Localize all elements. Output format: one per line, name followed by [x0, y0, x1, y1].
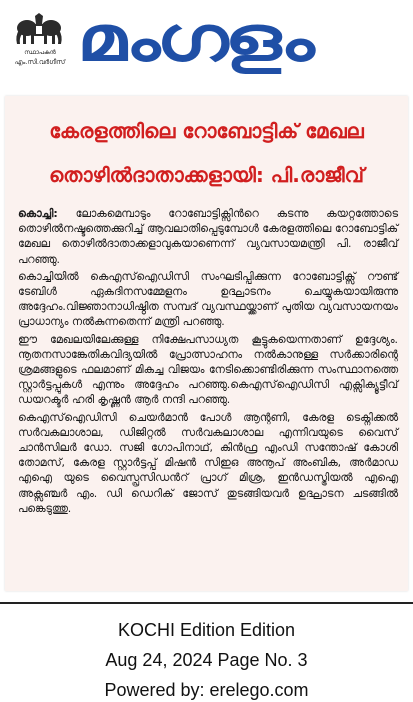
founder-label: സ്ഥാപകൻ — [24, 49, 56, 56]
paragraph-1-text: ലോകമെമ്പാടും റോബോട്ടിക്സിൻറെ കടന്നു കയറ്റത്തോടെ തൊഴിൽനഷ്ടത്തെക്കുറിച്ച് ആവലാതിപ്പെടുമ്പോൾ കേരളത്തിലെ റോബോട്ടിക് മേഖല തൊഴിൽദാതാക്കളാവുകയാണെന്ന് വ്യവസായമന്ത്രി പി. രാജീവ് പറഞ്ഞു. — [18, 207, 398, 266]
article-body — [18, 206, 398, 518]
footer-divider — [0, 602, 413, 604]
date-page-label: Aug 24, 2024 Page No. 3 — [105, 650, 308, 670]
founder-name: എം.സി.വർഗീസ് — [14, 58, 66, 66]
dateline: കൊച്ചി: — [18, 207, 58, 220]
article-clipping — [5, 96, 408, 591]
paragraph-3: ഈ മേഖലയിലേക്കുള്ള നിക്ഷേപസാധ്യത കൂട്ടുകയെന്നതാണ് ഉദ്ദേശ്യം. നൂതനസാങ്കേതികവിദ്യയിൽ പ്രോത്സാഹനം നൽകാനുള്ള സർക്കാരിന്റെ ശ്രമങ്ങളുടെ ഫലമാണ് മികച്ച വിജയം നേടിക്കൊണ്ടിരിക്കുന്ന സംസ്ഥാനത്തെ സ്റ്റാർട്ടപ്പുകൾ എന്നും അദ്ദേഹം പറഞ്ഞു.കെഎസ്ഐഡിസി എക്സിക്യൂട്ടീവ് ഡയറക്ടർ ഹരി കൃഷ്ണൻ ആർ നന്ദി പറഞ്ഞു. — [18, 332, 398, 407]
newspaper-brand: മംഗളം — [77, 2, 311, 75]
elephant-emblem-icon — [11, 12, 67, 48]
headline-line-1: കേരളത്തിലെ റോബോട്ടിക് മേഖല — [49, 119, 364, 143]
paragraph-2: കൊച്ചിയിൽ കെഎസ്ഐഡിസി സംഘടിപ്പിക്കുന്ന റോബോട്ടിക്സ് റൗണ്ട് ടേബിൾ ഏകദിനസമ്മേളനം ഉദ്ഘാടനം ചെയ്യുകയായിരുന്നു അദ്ദേഹം.വിജ്ഞാനാധിഷ്ഠിത സമ്പദ് വ്യവസ്ഥയ്ക്കാണ് പുതിയ വ്യവസായനയം പ്രാധാന്യം നൽകുന്നതെന്ന് മന്ത്രി പറഞ്ഞു. — [18, 269, 398, 329]
masthead — [0, 0, 413, 86]
edition-label: KOCHI Edition Edition — [117, 620, 296, 640]
paragraph-1 — [18, 206, 398, 267]
paragraph-4: കെഎസ്ഐഡിസി ചെയർമാൻ പോൾ ആന്റണി, കേരള ടെക്നിക്കൽ സർവകലാശാല, ഡിജിറ്റൽ സർവകലാശാല എന്നിവയുടെ വൈസ് ചാൻസിലർ ഡോ. സജി ഗോപിനാഥ്, കിൻഫ്ര എംഡി സന്തോഷ് കോശി തോമസ്, കേരള സ്റ്റാർട്ടപ്പ് മിഷൻ സിഇഒ അനൂപ് അംബിക, അർമാഡ എഐ യുടെ വൈസ്പ്രസിഡൻറ് പ്രാഗ് മിശ്ര, ഇൻഡസ്ട്രിയൽ എഐ അക്സഞ്ചർ എം. ഡി ഡെറിക് ജോസ് തുടങ്ങിയവർ ഉദ്ഘാടന ചടങ്ങിൽ പങ്കെടുത്തു. — [18, 410, 398, 515]
powered-by-label: Powered by: erelego.com — [104, 680, 309, 700]
headline-line-2: തൊഴിൽദാതാക്കളായി: പി.രാജീവ് — [48, 163, 365, 187]
